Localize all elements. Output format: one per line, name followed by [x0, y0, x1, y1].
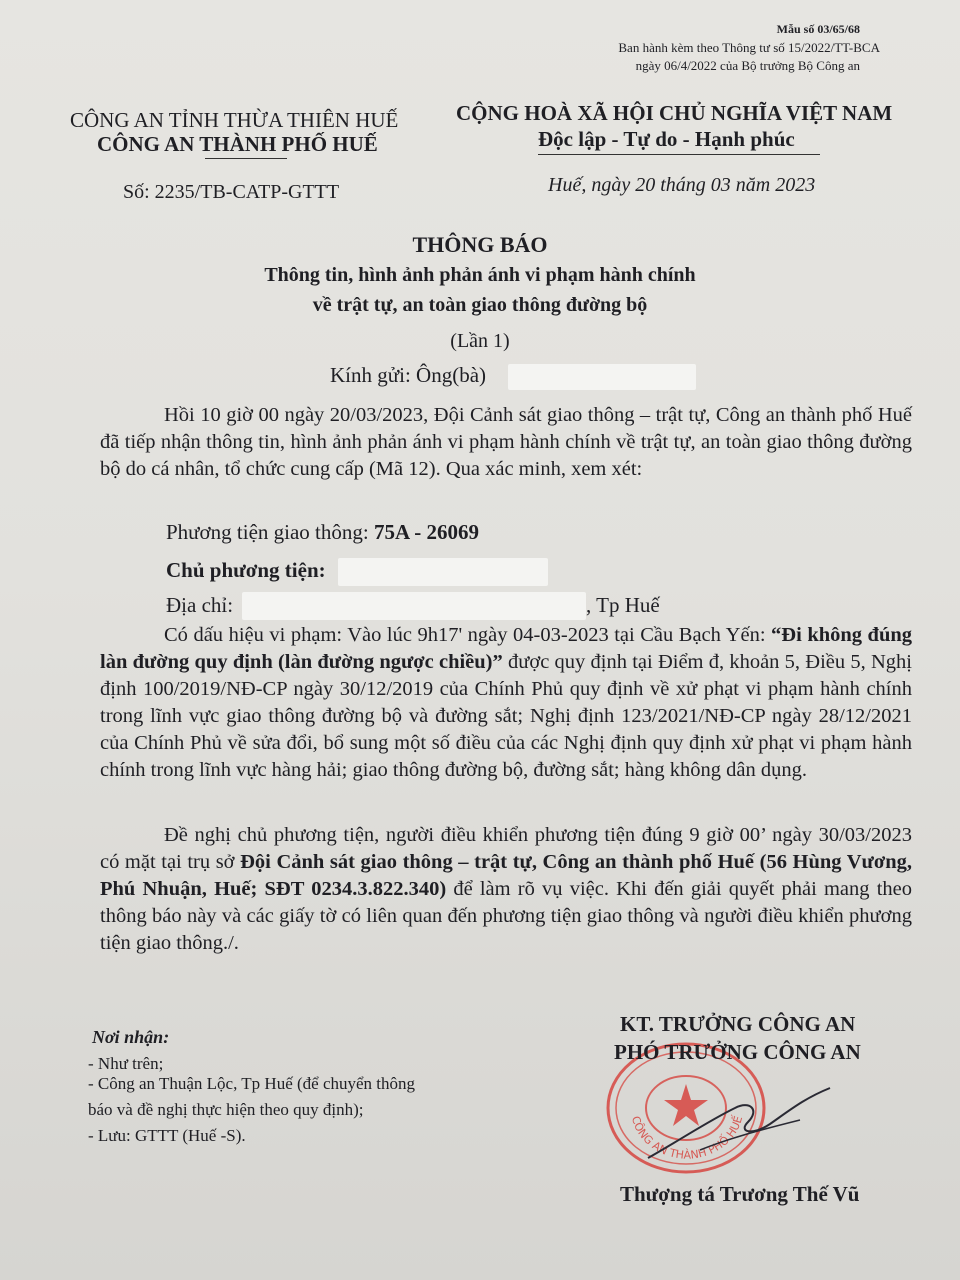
- vehicle-label: Phương tiện giao thông:: [166, 520, 374, 544]
- document-subtitle-1: Thông tin, hình ảnh phản ánh vi phạm hành chính: [264, 264, 696, 286]
- document-subtitle-2: về trật tự, an toàn giao thông đường bộ: [312, 294, 648, 316]
- form-number: Mẫu số 03/65/68: [776, 22, 860, 36]
- address-field: [166, 593, 233, 618]
- issued-by-line-1: Ban hành kèm theo Thông tư số 15/2022/TT-BCA: [618, 40, 880, 55]
- address-label: Địa chỉ:: [166, 593, 234, 617]
- notice-round: (Lần 1): [450, 330, 510, 352]
- recipient-label: Kính gửi: Ông(bà): [330, 363, 487, 387]
- redacted-address: [242, 592, 586, 620]
- vehicle-field: [166, 520, 479, 545]
- signature-title-2: PHÓ TRƯỞNG CÔNG AN: [614, 1040, 861, 1064]
- org-name: CÔNG AN THÀNH PHỐ HUẾ: [97, 132, 378, 156]
- paragraph-received-info: [100, 402, 912, 483]
- recipient-item: - Như trên;: [88, 1054, 164, 1073]
- request-instructions: để làm rõ vụ việc. Khi đến giải quyết phải mang theo thông báo này và các giấy tờ có liên quan đến phương tiện giao thông và người điều khiển phương tiện giao thông./.: [100, 878, 912, 954]
- paragraph-text: Hồi 10 giờ 00 ngày 20/03/2023, Đội Cảnh sát giao thông – trật tự, Công an thành phố Huế đã tiếp nhận thông tin, hình ảnh phản ánh vi phạm hành chính về trật tự, an toàn giao thông đường bộ do cá nhân, tổ chức cung cấp (Mã 12). Qua xác minh, xem xét:: [100, 404, 912, 480]
- violation-intro: Có dấu hiệu vi phạm: Vào lúc 9h17' ngày 04-03-2023 tại Cầu Bạch Yến:: [164, 624, 772, 646]
- document-title: THÔNG BÁO: [412, 232, 548, 257]
- vehicle-plate: 75A - 26069: [373, 520, 479, 544]
- recipient-item: - Lưu: GTTT (Huế -S).: [88, 1126, 246, 1145]
- violation-description: “Đi không đúng làn đường quy định (làn đường ngược chiều)”: [100, 624, 912, 673]
- request-intro: Đề nghị chủ phương tiện, người điều khiển phương tiện đúng 9 giờ 00’ ngày 30/03/2023 có mặt tại trụ sở: [100, 824, 912, 873]
- document-number: Số: 2235/TB-CATP-GTTT: [123, 181, 340, 203]
- motto: Độc lập - Tự do - Hạnh phúc: [538, 127, 795, 151]
- owner-field: [166, 558, 326, 583]
- org-parent: CÔNG AN TỈNH THỪA THIÊN HUẾ: [70, 108, 399, 132]
- document-date: Huế, ngày 20 tháng 03 năm 2023: [548, 174, 816, 196]
- seal-text: CÔNG AN THÀNH PHỐ HUẾ: [628, 1114, 746, 1162]
- motto-underline: [538, 154, 820, 155]
- nation-title: CỘNG HOÀ XÃ HỘI CHỦ NGHĨA VIỆT NAM: [456, 101, 893, 125]
- address-suffix: , Tp Huế: [586, 593, 660, 617]
- handwritten-signature: [640, 1080, 840, 1170]
- owner-label: Chủ phương tiện:: [166, 558, 326, 582]
- recipient-item: - Công an Thuận Lộc, Tp Huế (để chuyển thông: [88, 1074, 416, 1093]
- violation-legal-basis: được quy định tại Điểm đ, khoản 5, Điều 5, Nghị định 100/2019/NĐ-CP ngày 30/12/2019 của Chính Phủ quy định về xử phạt vi phạm hành chính trong lĩnh vực giao thông đường bộ và đường sắt; Nghị định 123/2021/NĐ-CP ngày 28/12/2021 của Chính Phủ về sửa đổi, bổ sung một số điều của các Nghị định quy định xử phạt vi phạm hành chính trong lĩnh vực hàng hải; giao thông đường bộ, đường sắt; hàng không dân dụng.: [100, 651, 912, 781]
- org-underline: [205, 158, 287, 159]
- paragraph-request: [100, 822, 912, 957]
- signer-name: Thượng tá Trương Thế Vũ: [620, 1182, 860, 1206]
- issued-by-line-2: ngày 06/4/2022 của Bộ trưởng Bộ Công an: [635, 58, 860, 73]
- redacted-owner-name: [338, 558, 548, 586]
- paragraph-violation: [100, 622, 912, 784]
- request-location: Đội Cảnh sát giao thông – trật tự, Công an thành phố Huế (56 Hùng Vương, Phú Nhuận, Huế; SĐT 0234.3.822.340): [100, 851, 912, 900]
- redacted-recipient-name: [508, 364, 696, 390]
- recipients-title: Nơi nhận:: [92, 1027, 170, 1047]
- recipient-item: báo và đề nghị thực hiện theo quy định);: [88, 1100, 364, 1119]
- signature-title-1: KT. TRƯỞNG CÔNG AN: [620, 1012, 856, 1036]
